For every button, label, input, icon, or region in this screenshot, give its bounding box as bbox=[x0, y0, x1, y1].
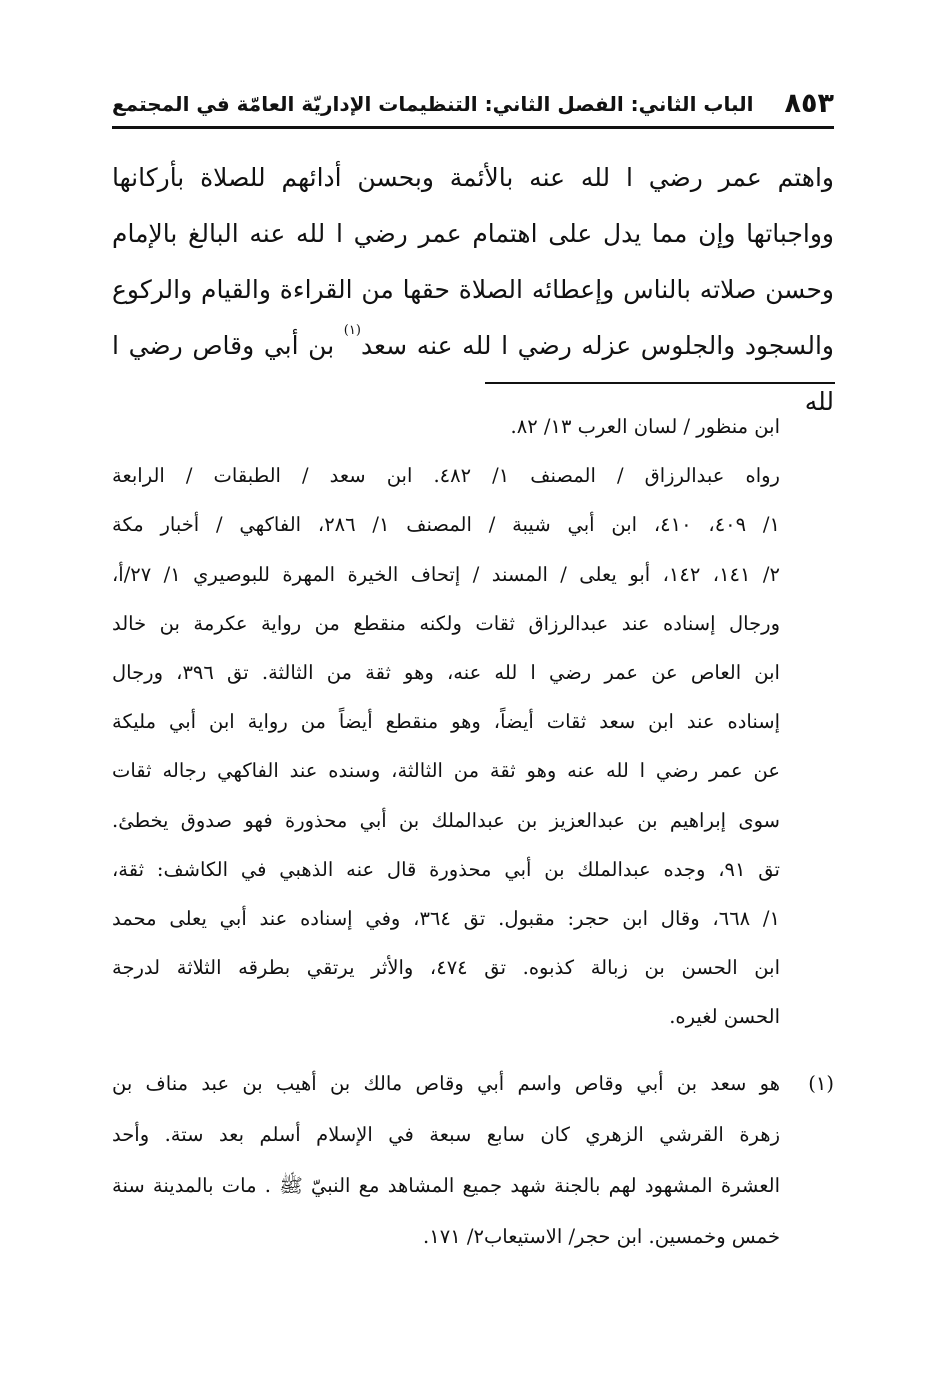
note-line: سوى إبراهيم بن عبدالعزيز بن عبدالملك بن أبي محذورة فهو صدوق يخطئ. bbox=[112, 808, 780, 832]
note-line: ١/ ٦٦٨، وقال ابن حجر: مقبول. تق ٣٦٤، وفي إسناده عند أبي يعلى محمد bbox=[112, 907, 780, 931]
footnote-line: خمس وخمسين. ابن حجر/ الاستيعاب٢/ ١٧١. bbox=[423, 1225, 780, 1248]
note-line: ابن منظور / لسان العرب ١٣/ ٨٢. bbox=[510, 415, 780, 438]
footnote-1 bbox=[112, 1058, 834, 1262]
note-line: ابن العاص عن عمر رضي ا لله عنه، وهو ثقة من الثالثة. تق ٣٩٦، ورجال bbox=[112, 661, 780, 685]
note-line: ابن الحسن بن زبالة كذبوه. تق ٤٧٤، والأثر يرتقي بطرقه الثلاثة لدرجة bbox=[112, 956, 780, 980]
footnote-line: هو سعد بن أبي وقاص واسم أبي وقاص مالك بن أهيب بن عبد مناف بن bbox=[112, 1072, 780, 1095]
footnote-body bbox=[112, 1058, 780, 1262]
note-line: إسناده عند ابن سعد ثقات أيضاً، وهو منقطع أيضاً من رواية ابن أبي مليكة bbox=[112, 710, 780, 734]
note-line: الحسن لغيره. bbox=[669, 1005, 780, 1029]
footnote-line: زهرة القرشي الزهري كان سابع سبعة في الإسلام أسلم بعد ستة. وأحد bbox=[112, 1123, 780, 1146]
footnote-line: العشرة المشهود لهم بالجنة شهد جميع المشاهد مع النبيّ ﷺ . مات بالمدينة سنة bbox=[112, 1174, 780, 1197]
note-line: رواه عبدالرزاق / المصنف ١/ ٤٨٢. ابن سعد / الطبقات / الرابعة bbox=[112, 464, 780, 488]
note-line: ١/ ٤٠٩، ٤١٠، ابن أبي شيبة / المصنف ١/ ٢٨٦، الفاكهي / أخبار مكة bbox=[112, 513, 780, 537]
running-title: الباب الثاني: الفصل الثاني: التنظيمات الإداريّة العامّة في المجتمع bbox=[112, 92, 754, 116]
page-number: ٨٥٣ bbox=[784, 88, 834, 119]
footnote-number: (١) bbox=[808, 1072, 834, 1095]
main-text-line: واهتم عمر رضي ا لله عنه بالأئمة وبحسن أدائهم للصلاة بأركانها bbox=[112, 163, 834, 192]
main-text-segment: والسجود والجلوس عزله رضي ا لله عنه سعد bbox=[360, 331, 834, 360]
main-text bbox=[112, 150, 834, 430]
note-line: ٢/ ١٤١، ١٤٢، أبو يعلى / المسند / إتحاف الخيرة المهرة للبوصيري ١/ ٢٧/أ، bbox=[112, 562, 780, 586]
main-text-line: وواجباتها وإن مما يدل على اهتمام عمر رضي ا لله عنه البالغ بالإمام bbox=[112, 219, 834, 248]
main-text-line: وحسن صلاته بالناس وإعطائه الصلاة حقها من القراءة والقيام والركوع bbox=[112, 275, 834, 304]
footnote-reference: (١) bbox=[343, 323, 361, 338]
note-line: ورجال إسناده عند عبدالرزاق ثقات ولكنه منقطع من رواية عكرمة بن خالد bbox=[112, 611, 780, 635]
note-line: تق ٩١، وجده عبدالملك بن أبي محذورة قال عنه الذهبي في الكاشف: ثقة، bbox=[112, 857, 780, 881]
page-header bbox=[112, 86, 834, 129]
note-line: عن عمر رضي ا لله عنه وهو ثقة من الثالثة، وسنده عند الفاكهي رجاله ثقات bbox=[112, 759, 780, 783]
notes-block bbox=[112, 402, 780, 1042]
footnote-separator bbox=[485, 382, 835, 384]
main-text-segment: بن أبي وقاص رضي ا لله bbox=[112, 331, 834, 416]
